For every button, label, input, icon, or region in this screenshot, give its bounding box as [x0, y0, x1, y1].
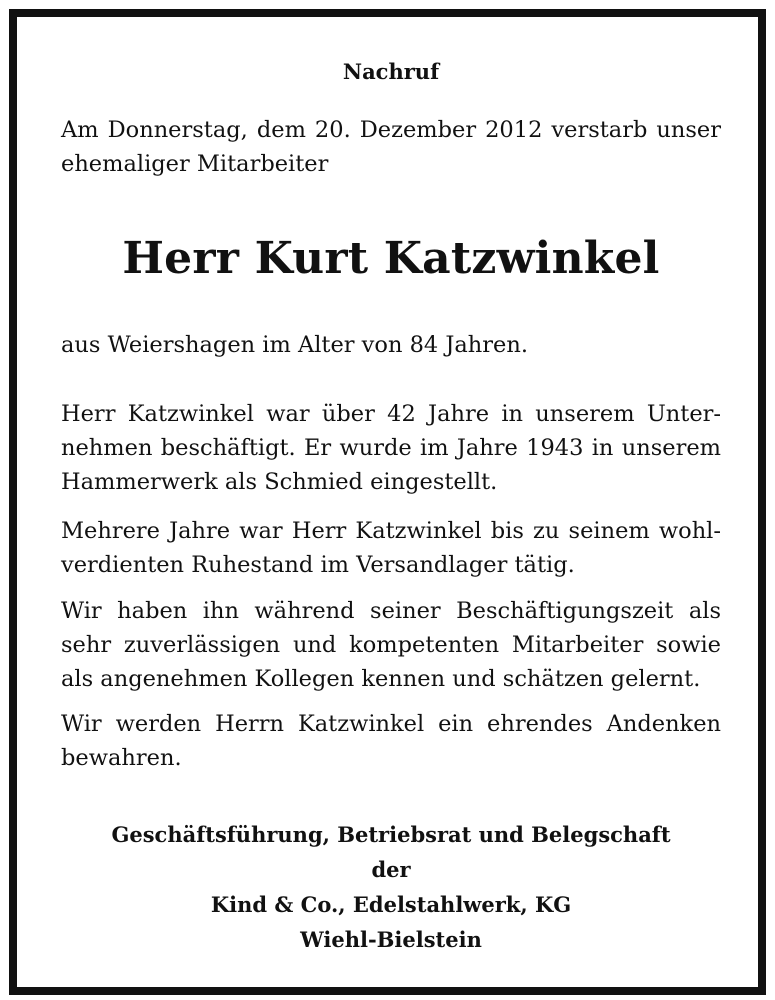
- obituary-heading: Nachruf: [342, 59, 440, 84]
- paragraph-retirement: Mehrere Jahre war Herr Katzwinkel bis zu seinem wohlverdienten Ruhestand im Versandlager tätig.: [61, 518, 721, 578]
- signature-line-2: der: [371, 857, 411, 882]
- signature-block: [61, 817, 721, 957]
- intro-text: Am Donnerstag, dem 20. Dezember 2012 verstarb unser ehemaliger Mitarbeiter: [61, 117, 721, 177]
- paragraph-remembrance: Wir werden Herrn Katzwinkel ein ehrendes Andenken bewahren.: [61, 711, 721, 771]
- deceased-name: Herr Kurt Katzwinkel: [122, 233, 660, 284]
- paragraph-appreciation: Wir haben ihn während seiner Beschäftigungszeit als sehr zuverlässigen und kompetenten Mitarbeiter sowie als angenehmen Kollegen kennen und schätzen gelernt.: [61, 598, 721, 692]
- signature-line-1: Geschäftsführung, Betriebsrat und Belegschaft: [111, 822, 671, 847]
- paragraph-employment: Herr Katzwinkel war über 42 Jahre in unserem Unternehmen beschäftigt. Er wurde im Jahre 1943 in unserem Hammerwerk als Schmied eingestellt.: [61, 401, 721, 495]
- obituary-frame: [9, 9, 766, 995]
- signature-line-4: Wiehl-Bielstein: [300, 927, 482, 952]
- age-line: aus Weiershagen im Alter von 84 Jahren.: [61, 332, 529, 358]
- signature-line-3: Kind & Co., Edelstahlwerk, KG: [210, 892, 572, 917]
- obituary-content: [61, 17, 721, 987]
